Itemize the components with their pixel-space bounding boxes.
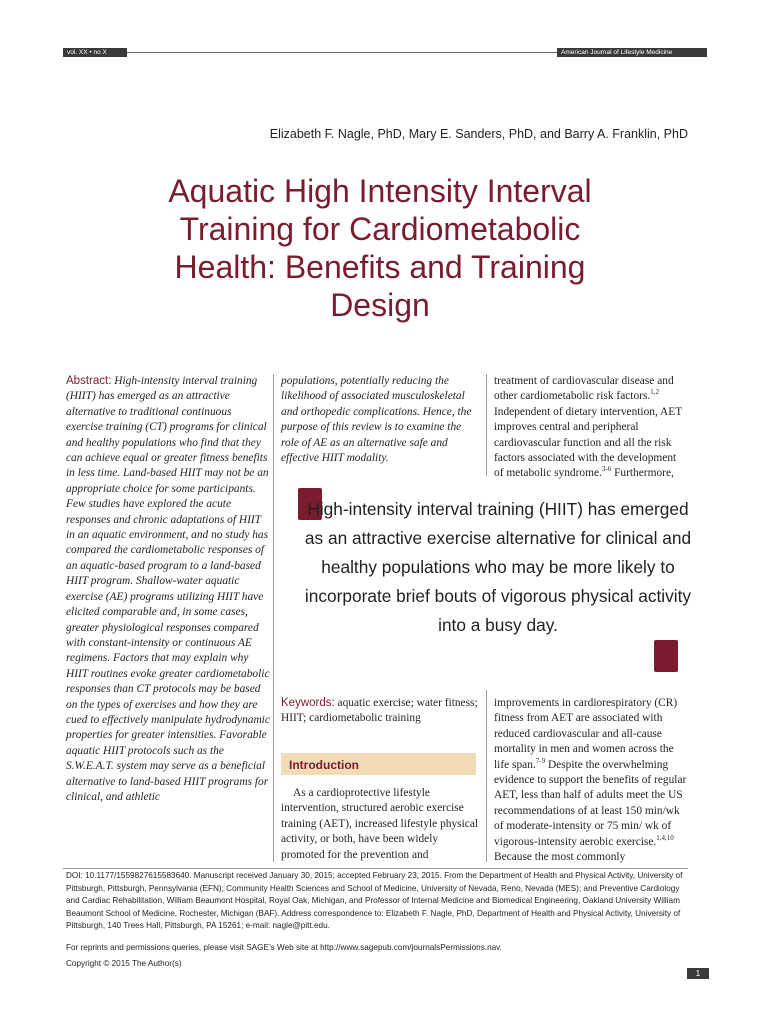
abstract-column-2: populations, potentially reducing the likelihood of associated musculoskeletal and orthopedic complications. Hence, the purpose of this review is to examine the role of AE as an alternative safe and effective HIIT modality. <box>281 375 472 465</box>
pull-quote: High-intensity interval training (HIIT) has emerged as an attractive exercise alternative for clinical and healthy populations who may be more likely to incorporate brief bouts of vigorous physical activity into a busy day. <box>304 499 692 635</box>
keywords <box>281 696 481 727</box>
body-column-3-bottom <box>494 696 688 865</box>
quote-close-icon <box>654 640 678 672</box>
page-number: 1 <box>687 968 709 979</box>
body-text: Despite the overwhelming evidence to support the benefits of regular AET, less than half of adults meet the US recommendations of at least 150 min/wk of moderate-intensity or 75 min/ wk of vigorous-intensity aerobic exercise. <box>494 758 687 848</box>
abstract-column-1 <box>66 374 271 805</box>
body-text: Furthermore, <box>611 467 674 480</box>
copyright: Copyright © 2015 The Author(s) <box>66 959 182 968</box>
author-list: Elizabeth F. Nagle, PhD, Mary E. Sanders, PhD, and Barry A. Franklin, PhD <box>269 127 688 141</box>
citation: 3-6 <box>601 465 612 474</box>
introduction-heading: Introduction <box>289 758 359 772</box>
column-divider <box>486 374 487 476</box>
body-text: Independent of dietary intervention, AET improves central and peripheral cardiovascular function and all the risk factors associated with the development of metabolic syndrome. <box>494 405 682 480</box>
article-title <box>70 172 690 324</box>
introduction-text: As a cardioprotective lifestyle intervention, structured aerobic exercise training (AET), increased lifestyle physical activity, or both, have been widely promoted for the prevention and <box>281 787 479 861</box>
keywords-text: aquatic exercise; water fitness; HIIT; cardiometabolic training <box>281 697 478 725</box>
body-text: improvements in cardiorespiratory (CR) fitness from AET are associated with reduced cardiovascular and all-cause mortality in men and women across the life span. <box>494 697 678 771</box>
journal-bar <box>557 48 707 57</box>
header-rule <box>127 52 557 53</box>
volume-bar <box>63 48 127 57</box>
body-column-3-top <box>494 374 688 482</box>
citation: 7-9 <box>535 756 546 765</box>
citation: 1,4,10 <box>656 833 674 842</box>
title-line: Health: Benefits and Training <box>174 249 586 285</box>
volume-label: vol. XX • no X <box>67 49 107 56</box>
title-line: Design <box>330 287 430 323</box>
reprints-note: For reprints and permissions queries, please visit SAGE’s Web site at http://www.sagepub.com/journalsPermissions.nav. <box>66 943 502 952</box>
abstract-label: Abstract: <box>66 375 112 387</box>
body-text: Because the most commonly <box>494 851 626 864</box>
journal-name: American Journal of Lifestyle Medicine <box>561 49 673 56</box>
citation: 1,2 <box>650 388 659 397</box>
body-text: treatment of cardiovascular disease and other cardiometabolic risk factors. <box>494 375 674 403</box>
footnote-doi: DOI: 10.1177/1559827615583640. Manuscript received January 30, 2015; accepted February 23, 2015. From the Department of Health and Physical Activity, University of Pittsburgh, Pittsburgh, Pennsylvania (EFN); Community Health Sciences and School of Medicine, University of Nevada, Reno, Nevada (MES); and Preventive Cardiology and Cardiac Rehabilitation, William Beaumont Hospital, Royal Oak, Michigan, and Professor of Internal Medicine and Biomedical Engineering, Oakland University William Beaumont School of Medicine, Rochester, Michigan (BAF). Address correspondence to: Elizabeth F. Nagle, PhD, Department of Health and Physical Activity, University of Pittsburgh, 140 Trees Hall, Pittsburgh, PA 15261; e-mail: nagle@pitt.edu. <box>66 871 683 931</box>
column-divider <box>486 690 487 862</box>
column-divider <box>273 374 274 862</box>
keywords-label: Keywords: <box>281 697 335 709</box>
abstract-text: High-intensity interval training (HIIT) has emerged as an attractive alternative to traditional continuous exercise training (CT) programs for clinical and healthy populations who find that they can achieve equal or greater fitness benefits in less time. Land-based HIIT may not be an appropriate choice for some participants. Few studies have explored the acute responses and chronic adaptations of HIIT in an aquatic environment, and no study has compared the cardiometabolic responses of an aquatic-based program to a land-based HIIT program. Shallow-water aquatic exercise (AE) programs utilizing HIIT have elicited comparable and, in some cases, greater physiological responses compared with constant-intensity or continuous AE regimens. Factors that may explain why HIIT routines evoke greater cardiometabolic responses than CT protocols may be based on the types of exercises and how they are cued to effectively manipulate hydrodynamic properties for greater intensities. Favorable aquatic HIIT protocols such as the S.W.E.A.T. system may serve as a beneficial alternative to land-based HIIT programs for clinical, and athletic <box>66 375 270 803</box>
title-line: Training for Cardiometabolic <box>179 211 581 247</box>
title-line: Aquatic High Intensity Interval <box>168 173 592 209</box>
footer-rule <box>63 868 688 869</box>
